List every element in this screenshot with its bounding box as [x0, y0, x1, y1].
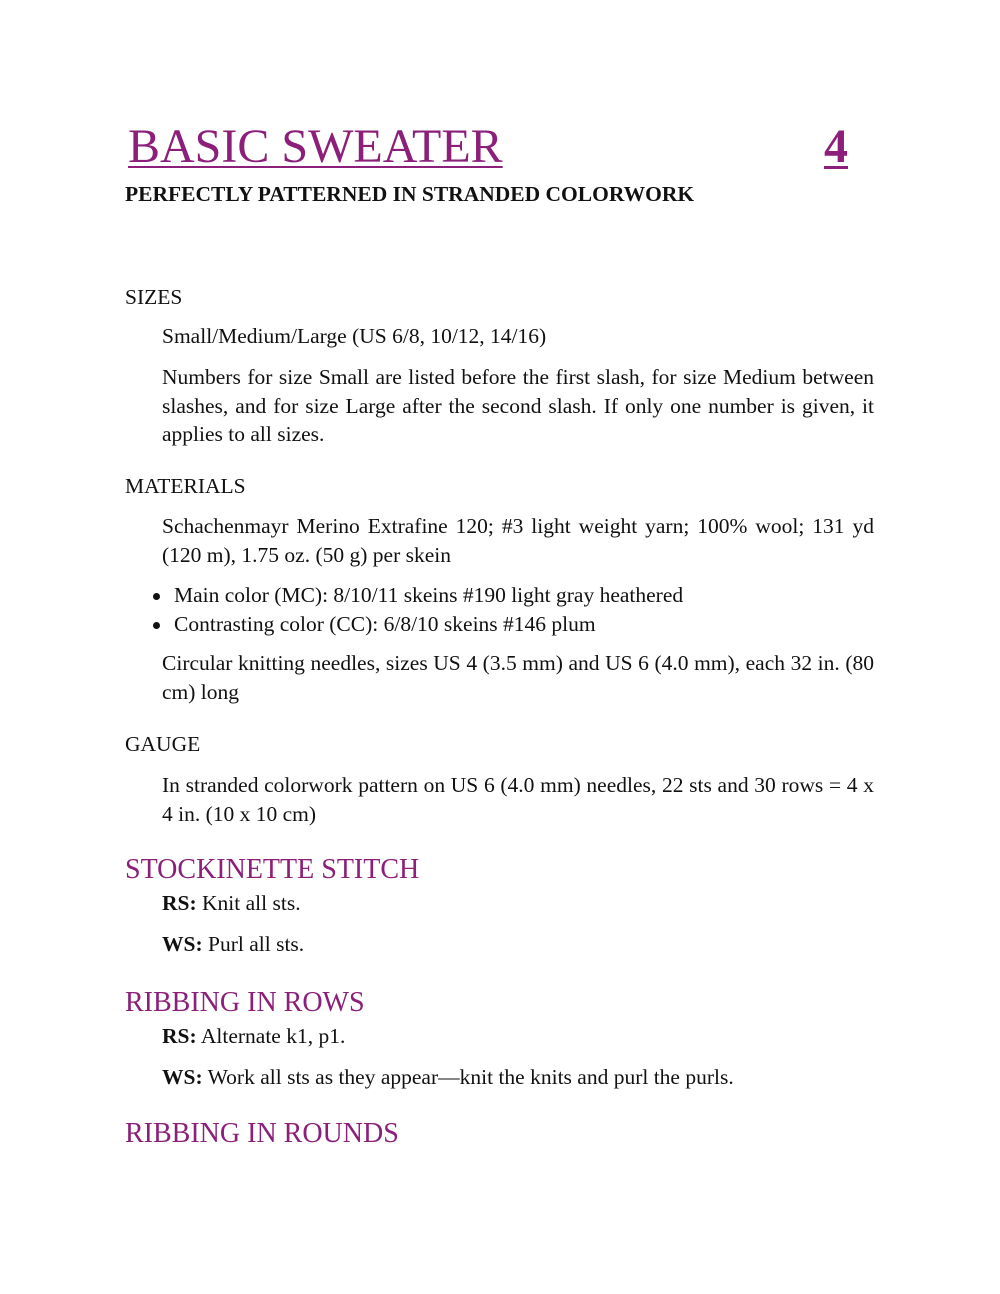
ws-instruction: Work all sts as they appear—knit the knits and purl the purls.	[202, 1065, 734, 1089]
gauge-label: GAUGE	[125, 732, 201, 756]
pattern-subtitle: PERFECTLY PATTERNED IN STRANDED COLORWORK	[125, 182, 695, 206]
sizes-label: SIZES	[125, 285, 183, 309]
title-row	[128, 119, 850, 179]
bullet-icon	[153, 593, 160, 600]
bullet-icon	[153, 622, 160, 629]
ws-instruction: Purl all sts.	[202, 932, 305, 956]
yarn-description: Schachenmayr Merino Extrafine 120; #3 light weight yarn; 100% wool; 131 yd (120 m), 1.75 oz. (50 g) per skein	[162, 514, 874, 567]
list-item	[150, 610, 683, 639]
ribbing-rows-rs-row	[162, 1022, 345, 1050]
rs-instruction: Knit all sts.	[196, 891, 301, 915]
rs-label: RS:	[162, 1024, 197, 1048]
gauge-text: In stranded colorwork pattern on US 6 (4.0 mm) needles, 22 sts and 30 rows = 4 x 4 in. (10 x 10 cm)	[162, 773, 874, 826]
page-number: 4	[824, 120, 848, 173]
rs-instruction: Alternate k1, p1.	[196, 1024, 346, 1048]
stockinette-rs-row	[162, 889, 301, 917]
ribbing-rows-ws-row	[162, 1063, 734, 1091]
ws-label: WS:	[162, 1065, 203, 1089]
sizes-list: Small/Medium/Large (US 6/8, 10/12, 14/16)	[162, 324, 547, 348]
ribbing-rounds-heading: RIBBING IN ROUNDS	[125, 1118, 399, 1149]
rs-label: RS:	[162, 891, 197, 915]
list-item	[150, 581, 683, 610]
ws-label: WS:	[162, 932, 203, 956]
stockinette-heading: STOCKINETTE STITCH	[125, 854, 420, 885]
stockinette-ws-row	[162, 930, 304, 958]
needles-description: Circular knitting needles, sizes US 4 (3.5 mm) and US 6 (4.0 mm), each 32 in. (80 cm) long	[162, 651, 874, 704]
color-list	[150, 581, 683, 638]
main-color-item: Main color (MC): 8/10/11 skeins #190 light gray heathered	[174, 583, 684, 607]
ribbing-rows-heading: RIBBING IN ROWS	[125, 987, 365, 1018]
sizes-note: Numbers for size Small are listed before the first slash, for size Medium between slashes, and for size Large after the second slash. If only one number is given, it applies to all sizes.	[162, 365, 874, 446]
contrast-color-item: Contrasting color (CC): 6/8/10 skeins #146 plum	[174, 611, 596, 636]
pattern-title: BASIC SWEATER	[128, 120, 503, 173]
materials-label: MATERIALS	[125, 474, 246, 498]
